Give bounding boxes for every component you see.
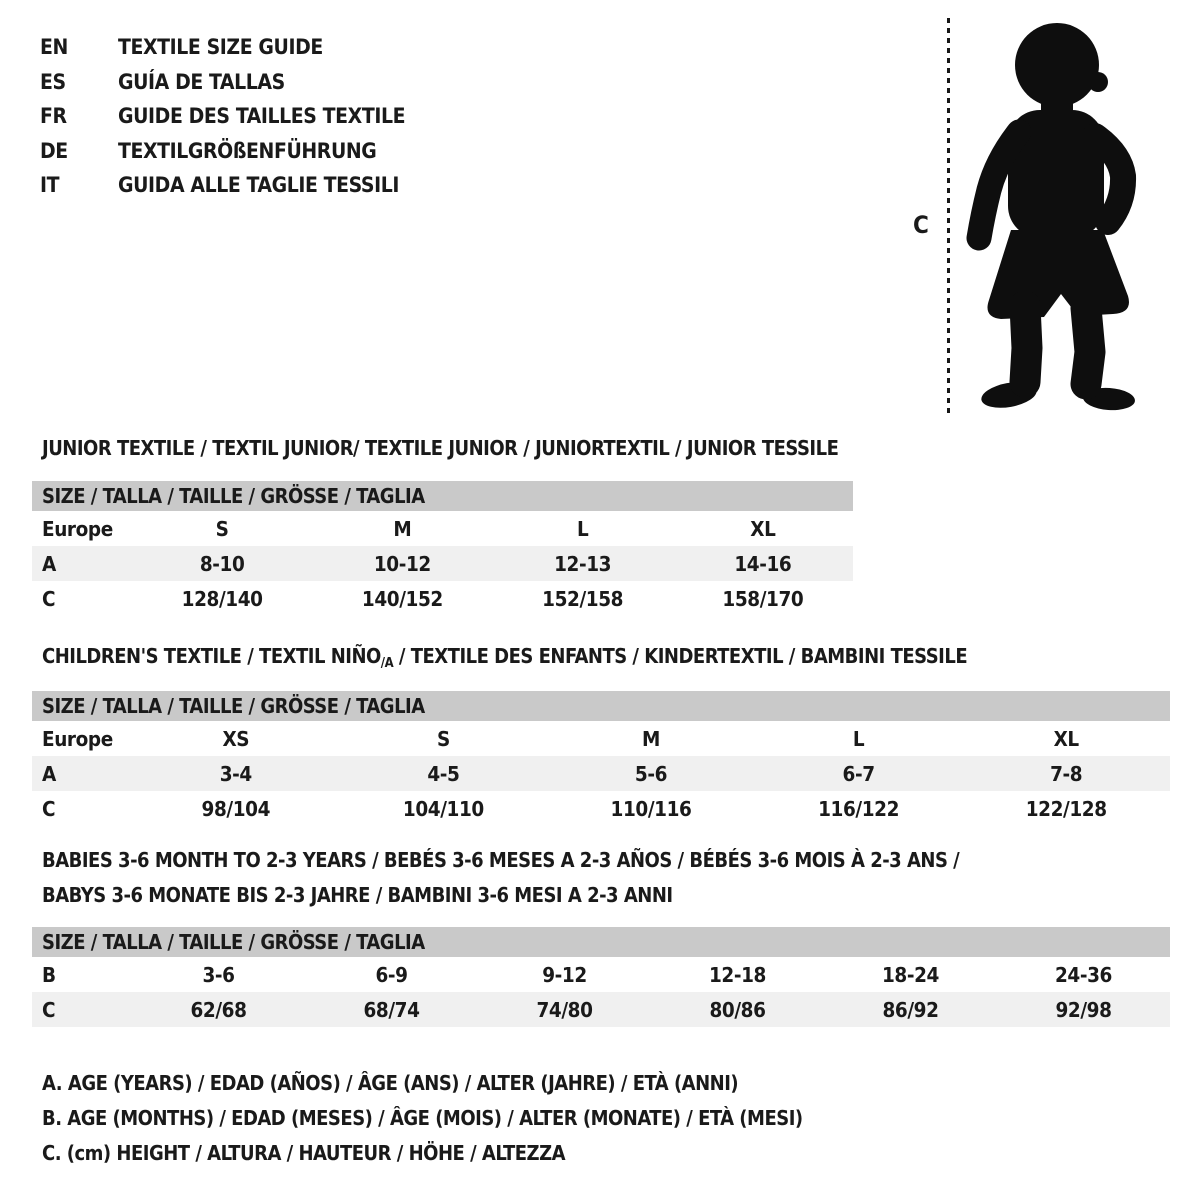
height-cell: 74/80 [536,997,593,1022]
age-cell: 8-10 [199,551,245,576]
row-label: B [42,962,56,987]
height-cell: 62/68 [190,997,247,1022]
height-cell: 86/92 [882,997,939,1022]
age-cell: 10-12 [373,551,431,576]
language-title-list [40,30,405,203]
age-cell: 4-5 [427,761,460,786]
junior-size-table [32,481,853,616]
table-row-height [32,791,1170,826]
months-cell: 18-24 [882,962,939,987]
table-row-age [32,756,1170,791]
size-cell: S [436,726,450,751]
table-row-height [32,581,853,616]
babies-title-line1: BABIES 3-6 MONTH TO 2-3 YEARS / BEBÉS 3-6 MESES A 2-3 AÑOS / BÉBÉS 3-6 MOIS À 2-3 ANS / [42,848,960,872]
size-cell: XL [750,516,776,541]
lang-row-fr [40,99,405,134]
babies-section-title [42,843,959,913]
babies-size-table [32,927,1170,1027]
lang-code: FR [40,104,67,129]
lang-title: GUIDE DES TAILLES TEXTILE [118,104,406,129]
age-cell: 3-4 [219,761,252,786]
children-size-table [32,691,1170,826]
size-cell: XS [222,726,250,751]
row-label: Europe [42,516,113,541]
months-cell: 24-36 [1055,962,1112,987]
height-cell: 68/74 [363,997,420,1022]
height-cell: 128/140 [181,586,263,611]
months-cell: 3-6 [202,962,235,987]
row-label: A [42,551,56,576]
height-cell: 80/86 [709,997,766,1022]
age-cell: 7-8 [1050,761,1083,786]
height-cell: 92/98 [1055,997,1112,1022]
height-cell: 122/128 [1025,796,1107,821]
children-title-prefix: CHILDREN'S TEXTILE / TEXTIL NIÑO [42,644,381,668]
junior-section-title: JUNIOR TEXTILE / TEXTIL JUNIOR/ TEXTILE JUNIOR / JUNIORTEXTIL / JUNIOR TESSILE [42,436,839,460]
legend-age-months: B. AGE (MONTHS) / EDAD (MESES) / ÂGE (MOIS) / ALTER (MONATE) / ETÀ (MESI) [42,1106,803,1130]
age-cell: 12-13 [554,551,612,576]
lang-title: TEXTILE SIZE GUIDE [118,35,323,60]
lang-code: ES [40,69,66,94]
size-header-bar: SIZE / TALLA / TAILLE / GRÖSSE / TAGLIA [32,927,1170,957]
lang-code: DE [40,138,68,163]
size-header-bar: SIZE / TALLA / TAILLE / GRÖSSE / TAGLIA [32,481,853,511]
legend-height-cm: C. (cm) HEIGHT / ALTURA / HAUTEUR / HÖHE / ALTEZZA [42,1141,566,1165]
row-label: Europe [42,726,113,751]
height-cell: 98/104 [201,796,271,821]
legend-age-years: A. AGE (YEARS) / EDAD (AÑOS) / ÂGE (ANS) / ALTER (JAHRE) / ETÀ (ANNI) [42,1071,739,1095]
row-label: C [42,586,56,611]
lang-title: TEXTILGRÖßENFÜHRUNG [118,138,377,163]
lang-row-en [40,30,405,65]
lang-row-es [40,65,405,100]
height-measure-label: C [913,211,929,239]
height-cell: 104/110 [402,796,484,821]
age-cell: 5-6 [634,761,668,786]
table-row-europe [32,511,853,546]
age-cell: 14-16 [734,551,792,576]
children-section-title [42,644,967,671]
row-label: A [42,761,56,786]
table-row-age [32,546,853,581]
size-cell: S [215,516,229,541]
children-title-suffix: / TEXTILE DES ENFANTS / KINDERTEXTIL / BAMBINI TESSILE [393,644,968,668]
height-cell: 140/152 [361,586,443,611]
lang-code: EN [40,35,68,60]
size-cell: L [852,726,865,751]
row-label: C [42,796,56,821]
babies-title-line2: BABYS 3-6 MONATE BIS 2-3 JAHRE / BAMBINI 3-6 MESI A 2-3 ANNI [42,883,673,907]
measurement-legend [42,1066,803,1171]
months-cell: 9-12 [542,962,587,987]
toddler-silhouette-image [955,18,1145,420]
lang-row-de [40,134,405,169]
months-cell: 6-9 [375,962,408,987]
table-row-months [32,957,1170,992]
age-cell: 6-7 [842,761,875,786]
lang-row-it [40,168,405,203]
height-cell: 158/170 [722,586,804,611]
height-cell: 116/122 [818,796,900,821]
size-header-bar: SIZE / TALLA / TAILLE / GRÖSSE / TAGLIA [32,691,1170,721]
lang-title: GUÍA DE TALLAS [118,69,285,94]
table-row-europe [32,721,1170,756]
lang-title: GUIDA ALLE TAGLIE TESSILI [118,173,400,198]
lang-code: IT [40,173,60,198]
size-cell: M [642,726,660,751]
height-cell: 152/158 [542,586,624,611]
size-cell: M [393,516,412,541]
months-cell: 12-18 [709,962,766,987]
height-measure-dashed-line [947,18,950,418]
height-cell: 110/116 [610,796,692,821]
row-label: C [42,997,56,1022]
size-cell: XL [1053,726,1079,751]
children-title-subscript: /A [380,656,394,671]
table-row-height [32,992,1170,1027]
size-cell: L [576,516,589,541]
